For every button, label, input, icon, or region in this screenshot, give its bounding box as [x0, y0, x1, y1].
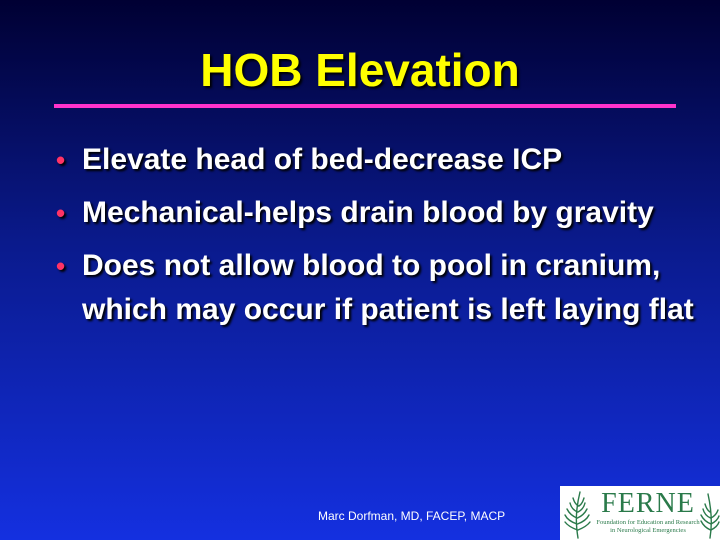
- slide-title: HOB Elevation: [200, 44, 520, 96]
- bullet-item: [56, 244, 706, 332]
- logo-wordmark: FERNE: [601, 488, 695, 519]
- title-divider: [54, 104, 676, 108]
- bullet-text: Elevate head of bed-decrease ICP: [82, 143, 563, 176]
- bullet-item: [56, 138, 706, 182]
- logo-subtitle-line: Foundation for Education and Research: [596, 519, 700, 526]
- footer-author: Marc Dorfman, MD, FACEP, MACP: [318, 509, 506, 523]
- bullet-marker-icon: •: [56, 145, 66, 175]
- logo-subtitle: [594, 519, 702, 535]
- bullet-marker-icon: •: [56, 251, 66, 281]
- bullet-text: Does not allow blood to pool in cranium, which may occur if patient is left laying flat: [82, 249, 694, 326]
- logo-subtitle-line: in Neurological Emergencies: [610, 527, 686, 534]
- bullet-item: [56, 191, 706, 235]
- ferne-logo: [560, 486, 720, 540]
- bullet-marker-icon: •: [56, 198, 66, 228]
- bullet-text: Mechanical-helps drain blood by gravity: [82, 196, 654, 229]
- bullet-list: [56, 138, 706, 341]
